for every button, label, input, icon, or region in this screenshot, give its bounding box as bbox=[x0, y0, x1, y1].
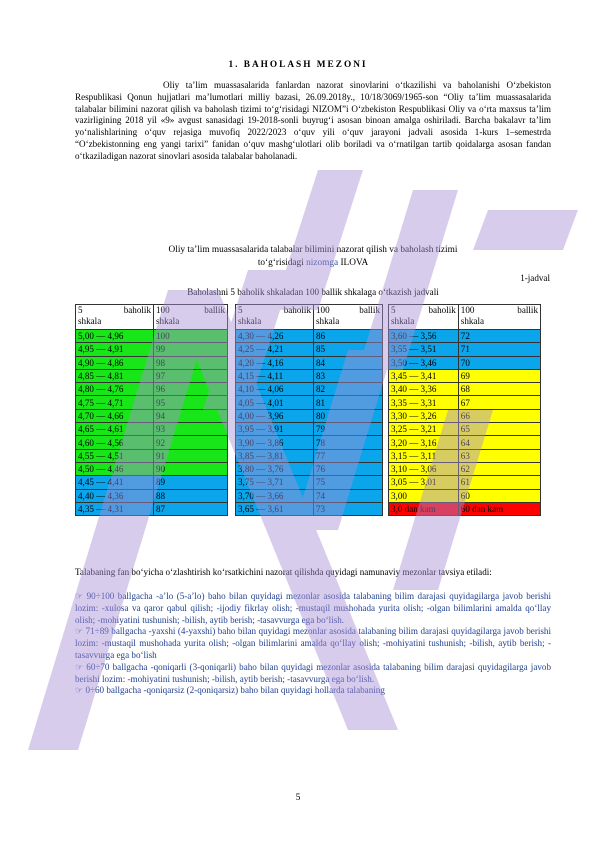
criteria-text: 60÷70 ballgacha -qoniqarli (3-qoniqarli) baho bilan quyidagi mezonlar asosida talabaning bilim darajasi quyidagilarga javob berishi lozim: -mohiyatini tushunish; -bilish, aytib berish; -tasavvurga ega bo‘lish. bbox=[75, 661, 551, 684]
grade-range-cell: 3,15 — 3,11 bbox=[389, 449, 459, 462]
intro-paragraph: Oliy ta’lim muassasalarida fanlardan nazorat sinovlarini o‘tkazilishi va baholanishi O‘zbekiston Respublikasi Qonun hujjatlari ma’lumotlari milliy bazasi, 26.09.2018y., 10/18/3069/1965-son “Oliy ta’lim muassasalarida talabalar bilimini nazorat qilish va baholash tizimi to‘g‘risidagi NIZOM”i O‘zbekiston Respublikasi Oliy va o‘rta maxsus ta’lim vazirligining 2018 yil «9» avgust sanasidagi 19-2018-sonli buyrug‘i asosan binoan amalga oshiriladi. Barcha bakalavr ta’lim yo‘nalishlarining o‘quv rejasiga muvofiq 2022/2023 o‘quv yili o‘quv jarayoni jadvali asosida 1-kurs 1–semestrda “O‘zbekistonning eng yangi tarixi” fanidan o‘quv mashg‘ulotlari olib boriladi va o‘rnatilgan tartib qoidalarga asosan fandan o‘tkaziladigan nazorat sinovlari asosida talabalar baholanadi. bbox=[75, 80, 551, 161]
grade-range-cell: 4,75 — 4,71 bbox=[76, 396, 154, 409]
score-cell: 65 bbox=[458, 423, 540, 436]
criteria-item bbox=[75, 662, 551, 686]
table-row bbox=[236, 449, 383, 462]
header-word: shkala bbox=[238, 316, 262, 326]
table-row bbox=[76, 369, 228, 382]
score-cell: 91 bbox=[154, 449, 228, 462]
criteria-text: 0÷60 ballgacha -qoniqarsiz (2-qoniqarsiz) baho bilan quyidagi hollarda talabaning bbox=[85, 685, 385, 696]
grade-range-cell: 4,15 — 4,11 bbox=[236, 369, 314, 382]
header-word: baholik bbox=[123, 305, 151, 315]
grade-range-cell: 4,50 — 4,46 bbox=[76, 462, 154, 475]
table-row bbox=[236, 489, 383, 502]
score-cell: 96 bbox=[154, 383, 228, 396]
grade-range-cell: 3,45 — 3,41 bbox=[389, 369, 459, 382]
section-heading: 1. BAHOLASH MEZONI bbox=[228, 60, 368, 70]
table-row bbox=[76, 423, 228, 436]
score-cell: 76 bbox=[314, 462, 383, 475]
score-cell: 75 bbox=[314, 476, 383, 489]
pointing-hand-icon: ☞ bbox=[75, 661, 84, 672]
grade-range-cell: 3,35 — 3,31 bbox=[389, 396, 459, 409]
header-100-scale bbox=[458, 305, 540, 330]
grade-range-cell: 4,10 — 4,06 bbox=[236, 383, 314, 396]
conversion-table-1 bbox=[75, 304, 228, 516]
regulation-title-part-a: to‘g‘risidagi bbox=[257, 258, 307, 268]
table-header-row bbox=[389, 305, 541, 330]
table-row bbox=[76, 356, 228, 369]
grade-range-cell: 3,30 — 3,26 bbox=[389, 409, 459, 422]
header-word: baholik bbox=[283, 305, 311, 315]
grade-range-cell: 3,25 — 3,21 bbox=[389, 423, 459, 436]
header-word: 5 bbox=[238, 305, 243, 315]
table-row bbox=[389, 409, 541, 422]
score-cell: 90 bbox=[154, 462, 228, 475]
table-row bbox=[76, 462, 228, 475]
table-row bbox=[76, 449, 228, 462]
header-100-scale bbox=[314, 305, 383, 330]
score-cell: 71 bbox=[458, 343, 540, 356]
header-word: ballik bbox=[204, 305, 225, 315]
score-cell: 62 bbox=[458, 462, 540, 475]
score-cell: 73 bbox=[314, 502, 383, 515]
header-word: 5 bbox=[391, 305, 396, 315]
header-word: shkala bbox=[78, 316, 102, 326]
score-cell: 83 bbox=[314, 369, 383, 382]
grade-range-cell: 3,05 — 3,01 bbox=[389, 476, 459, 489]
pointing-hand-icon: ☞ bbox=[75, 685, 84, 696]
score-cell: 93 bbox=[154, 423, 228, 436]
grade-range-cell: 4,85 — 4,81 bbox=[76, 369, 154, 382]
table-row bbox=[389, 449, 541, 462]
score-cell: 94 bbox=[154, 409, 228, 422]
grade-range-cell: 3,75 — 3,71 bbox=[236, 476, 314, 489]
score-cell: 99 bbox=[154, 343, 228, 356]
grade-range-cell: 4,25 — 4,21 bbox=[236, 343, 314, 356]
grade-range-cell: 4,95 — 4,91 bbox=[76, 343, 154, 356]
header-word: shkala bbox=[156, 316, 180, 326]
score-cell: 66 bbox=[458, 409, 540, 422]
score-cell: 85 bbox=[314, 343, 383, 356]
table-row bbox=[389, 369, 541, 382]
criteria-item bbox=[75, 685, 551, 697]
score-cell: 92 bbox=[154, 436, 228, 449]
conversion-table-2-body bbox=[236, 305, 383, 516]
grade-range-cell: 3,40 — 3,36 bbox=[389, 383, 459, 396]
grade-range-cell: 3,55 — 3,51 bbox=[389, 343, 459, 356]
score-cell: 74 bbox=[314, 489, 383, 502]
grade-range-cell: 3,00 bbox=[389, 489, 459, 502]
header-word: shkala bbox=[316, 316, 340, 326]
criteria-intro: Talabaning fan bo‘yicha o‘zlashtirish ko‘rsatkichini nazorat qilishda quyidagi namunaviy mezonlar tavsiya etiladi: bbox=[75, 567, 492, 577]
header-word: baholik bbox=[428, 305, 456, 315]
score-cell: 70 bbox=[458, 356, 540, 369]
grade-range-cell: 3,70 — 3,66 bbox=[236, 489, 314, 502]
table-row bbox=[236, 369, 383, 382]
regulation-title-nizomga: nizomga bbox=[306, 258, 339, 268]
table-row bbox=[389, 343, 541, 356]
score-cell: 68 bbox=[458, 383, 540, 396]
grade-range-cell: 4,60 — 4,56 bbox=[76, 436, 154, 449]
score-cell: 100 bbox=[154, 330, 228, 343]
conversion-table-3 bbox=[388, 304, 541, 516]
score-cell: 60 bbox=[458, 489, 540, 502]
page-number: 5 bbox=[295, 793, 301, 803]
table-row bbox=[389, 489, 541, 502]
grade-range-cell: 4,45 — 4,41 bbox=[76, 476, 154, 489]
conversion-table-2 bbox=[235, 304, 383, 516]
regulation-title-line2 bbox=[75, 257, 551, 269]
grade-range-cell: 3,10 — 3,06 bbox=[389, 462, 459, 475]
grade-range-cell: 3,65 — 3,61 bbox=[236, 502, 314, 515]
header-5-scale bbox=[236, 305, 314, 330]
score-cell: 61 bbox=[458, 476, 540, 489]
header-word: 100 bbox=[316, 305, 330, 315]
score-cell: 77 bbox=[314, 449, 383, 462]
score-cell: 72 bbox=[458, 330, 540, 343]
criteria-item bbox=[75, 591, 551, 626]
header-word: ballik bbox=[517, 305, 538, 315]
pointing-hand-icon: ☞ bbox=[75, 591, 84, 601]
header-word: ballik bbox=[359, 305, 380, 315]
grade-range-cell: 4,05 — 4,01 bbox=[236, 396, 314, 409]
table-row bbox=[76, 396, 228, 409]
table-title: Baholashni 5 baholik shkaladan 100 ballik shkalaga o‘tkazish jadvali bbox=[187, 287, 439, 297]
table-row bbox=[76, 489, 228, 502]
table-row bbox=[236, 396, 383, 409]
score-cell: 69 bbox=[458, 369, 540, 382]
grade-range-cell: 3,60 — 3,56 bbox=[389, 330, 459, 343]
table-header-row bbox=[236, 305, 383, 330]
grade-range-cell: 3,20 — 3,16 bbox=[389, 436, 459, 449]
score-cell: 89 bbox=[154, 476, 228, 489]
grade-range-cell: 4,90 — 4,86 bbox=[76, 356, 154, 369]
table-row bbox=[389, 356, 541, 369]
score-cell: 95 bbox=[154, 396, 228, 409]
table-row bbox=[76, 476, 228, 489]
grade-range-cell: 4,20 — 4,16 bbox=[236, 356, 314, 369]
table-row bbox=[389, 502, 541, 515]
grade-range-cell: 3,95 — 3,91 bbox=[236, 423, 314, 436]
table-row bbox=[76, 409, 228, 422]
score-cell: 97 bbox=[154, 369, 228, 382]
criteria-text: 90÷100 ballgacha -a’lo (5-a’lo) baho bilan quyidagi mezonlar asosida talabaning bilim darajasi quyidagilarga javob berishi lozim: -xulosa va qaror qabul qilish; -ijodiy fikrlay olish; -mustaqil mushohada yurita olish; -olgan bilimlarini amalda qo‘llay olish; -mohiyatini tushunish; -bilish, aytib berish; -tasavvurga ega bo‘lish. bbox=[75, 591, 551, 625]
grade-range-cell: 3,80 — 3,76 bbox=[236, 462, 314, 475]
score-cell: 87 bbox=[154, 502, 228, 515]
score-cell: 64 bbox=[458, 436, 540, 449]
grade-range-cell: 4,00 — 3,96 bbox=[236, 409, 314, 422]
table-row bbox=[236, 330, 383, 343]
conversion-tables bbox=[75, 304, 541, 552]
grade-range-cell: 3,90 — 3,86 bbox=[236, 436, 314, 449]
table-row bbox=[389, 476, 541, 489]
score-cell: 67 bbox=[458, 396, 540, 409]
table-row bbox=[76, 343, 228, 356]
score-cell: 88 bbox=[154, 489, 228, 502]
header-word: 100 bbox=[460, 305, 475, 315]
criteria-text: 71÷89 ballgacha -yaxshi (4-yaxshi) baho bilan quyidagi mezonlar asosida talabaning bilim darajasi quyidagilarga javob berishi lozim: -mustaqil mushohada yurita olish; -olgan bilimlarini amalda qo‘llay olish; -mohiyatini tushunish; -bilish, aytib berish; -tasavvurga ega bo‘lish bbox=[75, 626, 551, 660]
grade-range-cell: 3,50 — 3,46 bbox=[389, 356, 459, 369]
regulation-title-line1: Oliy ta’lim muassasalarida talabalar bilimini nazorat qilish va baholash tizimi bbox=[168, 245, 458, 255]
table-row bbox=[236, 423, 383, 436]
score-cell: 81 bbox=[314, 396, 383, 409]
conversion-table-1-body bbox=[76, 305, 228, 516]
header-word: shkala bbox=[391, 316, 415, 326]
grade-range-cell: 5,00 — 4,96 bbox=[76, 330, 154, 343]
header-5-scale bbox=[76, 305, 154, 330]
header-100-scale bbox=[154, 305, 228, 330]
score-cell: 86 bbox=[314, 330, 383, 343]
score-cell: 60 dan kam bbox=[458, 502, 540, 515]
table-row bbox=[236, 502, 383, 515]
grade-range-cell: 4,65 — 4,61 bbox=[76, 423, 154, 436]
table-row bbox=[389, 423, 541, 436]
grade-range-cell: 3,85 — 3,81 bbox=[236, 449, 314, 462]
header-5-scale bbox=[389, 305, 459, 330]
table-row bbox=[236, 356, 383, 369]
criteria-item bbox=[75, 626, 551, 661]
table-row bbox=[76, 502, 228, 515]
table-row bbox=[76, 383, 228, 396]
table-row bbox=[389, 383, 541, 396]
grade-range-cell: 4,80 — 4,76 bbox=[76, 383, 154, 396]
score-cell: 98 bbox=[154, 356, 228, 369]
conversion-table-3-body bbox=[389, 305, 541, 516]
score-cell: 63 bbox=[458, 449, 540, 462]
table-header-row bbox=[76, 305, 228, 330]
table-row bbox=[389, 436, 541, 449]
criteria-list bbox=[75, 591, 551, 697]
table-row bbox=[76, 436, 228, 449]
score-cell: 80 bbox=[314, 409, 383, 422]
pointing-hand-icon: ☞ bbox=[75, 626, 84, 637]
grade-range-cell: 4,35 — 4,31 bbox=[76, 502, 154, 515]
table-row bbox=[389, 396, 541, 409]
table-row bbox=[236, 383, 383, 396]
header-word: shkala bbox=[460, 316, 485, 326]
header-word: 5 bbox=[78, 305, 83, 315]
grade-range-cell: 4,40 — 4,36 bbox=[76, 489, 154, 502]
regulation-title-part-c: ILOVA bbox=[338, 258, 369, 268]
score-cell: 84 bbox=[314, 356, 383, 369]
grade-range-cell: 3,0 dan kam bbox=[389, 502, 459, 515]
score-cell: 82 bbox=[314, 383, 383, 396]
table-row bbox=[236, 462, 383, 475]
grade-range-cell: 4,30 — 4,26 bbox=[236, 330, 314, 343]
score-cell: 79 bbox=[314, 423, 383, 436]
table-row bbox=[236, 476, 383, 489]
table-row bbox=[236, 409, 383, 422]
table-row bbox=[389, 330, 541, 343]
grade-range-cell: 4,70 — 4,66 bbox=[76, 409, 154, 422]
table-row bbox=[236, 343, 383, 356]
header-word: 100 bbox=[156, 305, 170, 315]
table-number: 1-jadval bbox=[520, 273, 550, 283]
table-row bbox=[236, 436, 383, 449]
table-row bbox=[389, 462, 541, 475]
score-cell: 78 bbox=[314, 436, 383, 449]
table-row bbox=[76, 330, 228, 343]
grade-range-cell: 4,55 — 4,51 bbox=[76, 449, 154, 462]
